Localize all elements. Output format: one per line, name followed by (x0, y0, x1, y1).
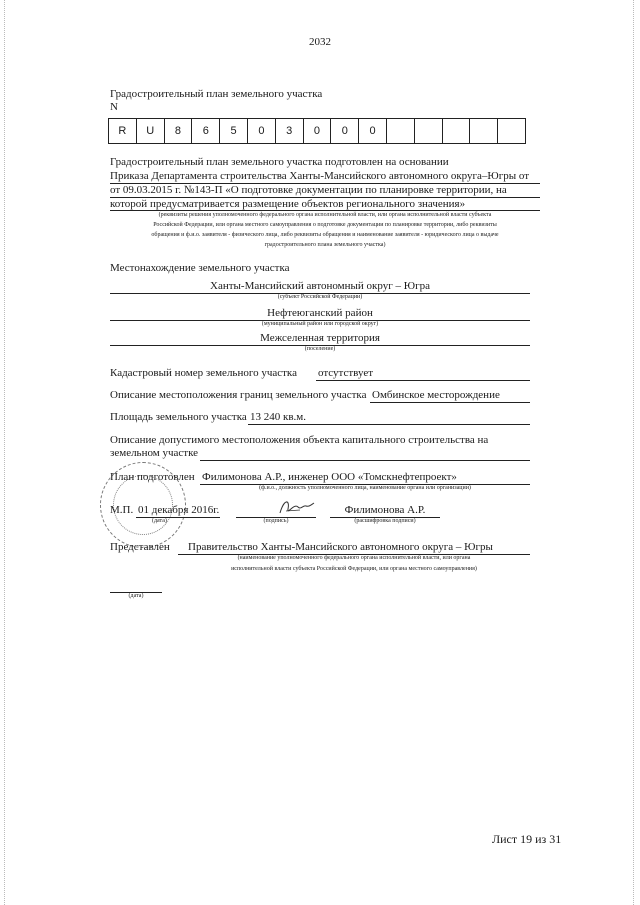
placement-line-1: Описание допустимого местоположения объекта капитального строительства на (110, 434, 489, 446)
basis-caption-4: градостроительного плана земельного участка) (264, 242, 386, 248)
scan-edge-left (4, 0, 5, 905)
boundaries-label: Описание местоположения границ земельного участка (110, 389, 367, 401)
placement-line-2: земельном участке (110, 447, 199, 459)
number-cell (415, 119, 443, 143)
number-cell: 0 (331, 119, 359, 143)
basis-caption-1: (реквизиты решения уполномоченного федерального органа исполнительной власти, или органа исполнительной власти субъекта (158, 212, 492, 218)
date-caption: (дата) (152, 518, 167, 524)
number-cell (443, 119, 471, 143)
number-cell: 6 (192, 119, 220, 143)
number-cell: 8 (165, 119, 193, 143)
location-district: Нефтеюганский район (267, 307, 373, 319)
area-value: 13 240 кв.м. (250, 411, 306, 423)
signature-caption: (подпись) (263, 518, 289, 524)
number-cell: 5 (220, 119, 248, 143)
settlement-caption: (поселение) (304, 346, 336, 352)
number-cell: R (109, 119, 137, 143)
prepared-value: Филимонова А.Р., инженер ООО «Томскнефтепроект» (202, 471, 457, 483)
signer-caption: (расшифровка подписи) (354, 518, 416, 524)
basis-caption-2: Российской Федерации, или органа местного самоуправления о подготовке документации по планировке территории, либо реквизиты (153, 222, 497, 228)
number-cell: 3 (276, 119, 304, 143)
location-subject: Ханты-Мансийский автономный округ – Югра (210, 280, 430, 292)
subject-caption: (субъект Российской Федерации) (277, 294, 363, 300)
cadastral-rule (316, 380, 530, 381)
number-cell: 0 (359, 119, 387, 143)
basis-rule (110, 210, 540, 211)
presented-value: Правительство Ханты-Мансийского автономного округа – Югры (188, 541, 493, 553)
date-rule (136, 517, 220, 518)
number-label: N (110, 101, 118, 113)
mp-label: М.П. (110, 504, 134, 516)
number-cell: 0 (248, 119, 276, 143)
presented-caption-2: исполнительной власти субъекта Российской Федерации, или органа местного самоуправления) (231, 566, 477, 572)
location-settlement: Межселенная территория (260, 332, 380, 344)
prepared-label: План подготовлен (110, 471, 195, 483)
boundaries-value: Омбинское месторождение (372, 389, 500, 401)
cadastral-label: Кадастровый номер земельного участка (110, 367, 297, 379)
presented-label: Представлен (110, 541, 170, 553)
basis-line-3: которой предусматривается размещение объектов регионального значения» (110, 198, 466, 210)
district-caption: (муниципальный район или городской округ) (261, 321, 379, 327)
signature-image (276, 497, 316, 519)
location-heading: Местонахождение земельного участка (110, 262, 290, 274)
area-rule (248, 424, 530, 425)
prepared-caption: (ф.и.о., должность уполномоченного лица, наименование органа или организации) (259, 485, 471, 491)
basis-line-2: от 09.03.2015 г. №143-П «О подготовке документации по планировке территории, на (110, 184, 540, 198)
prepared-date: 01 декабря 2016г. (138, 504, 220, 516)
signer-name: Филимонова А.Р. (344, 504, 426, 516)
plan-number-grid (108, 118, 526, 144)
cadastral-value: отсутствует (318, 367, 374, 379)
number-cell (470, 119, 498, 143)
number-cell (498, 119, 525, 143)
basis-caption-3: обращения и ф.и.о. заявителя - физического лица, либо реквизиты обращения и наименование заявителя - юридического лица о выдаче (151, 232, 499, 238)
plan-title: Градостроительный план земельного участка (110, 88, 323, 100)
presented-date-caption: (дата) (128, 593, 144, 599)
sheet-counter: Лист 19 из 31 (492, 832, 562, 846)
placement-rule (200, 460, 530, 461)
presented-caption-1: (наименование уполномоченного федерального органа исполнительной власти, или органа (237, 555, 471, 561)
number-cell (387, 119, 415, 143)
boundaries-rule (370, 402, 530, 403)
area-label: Площадь земельного участка (110, 411, 247, 423)
page-number: 2032 (309, 36, 331, 48)
basis-line-1: Приказа Департамента строительства Ханты-Мансийского автономного округа–Югры от (110, 170, 540, 184)
number-cell: 0 (304, 119, 332, 143)
scan-edge-right (633, 0, 634, 905)
number-cell: U (137, 119, 165, 143)
basis-intro: Градостроительный план земельного участка подготовлен на основании (110, 156, 449, 168)
